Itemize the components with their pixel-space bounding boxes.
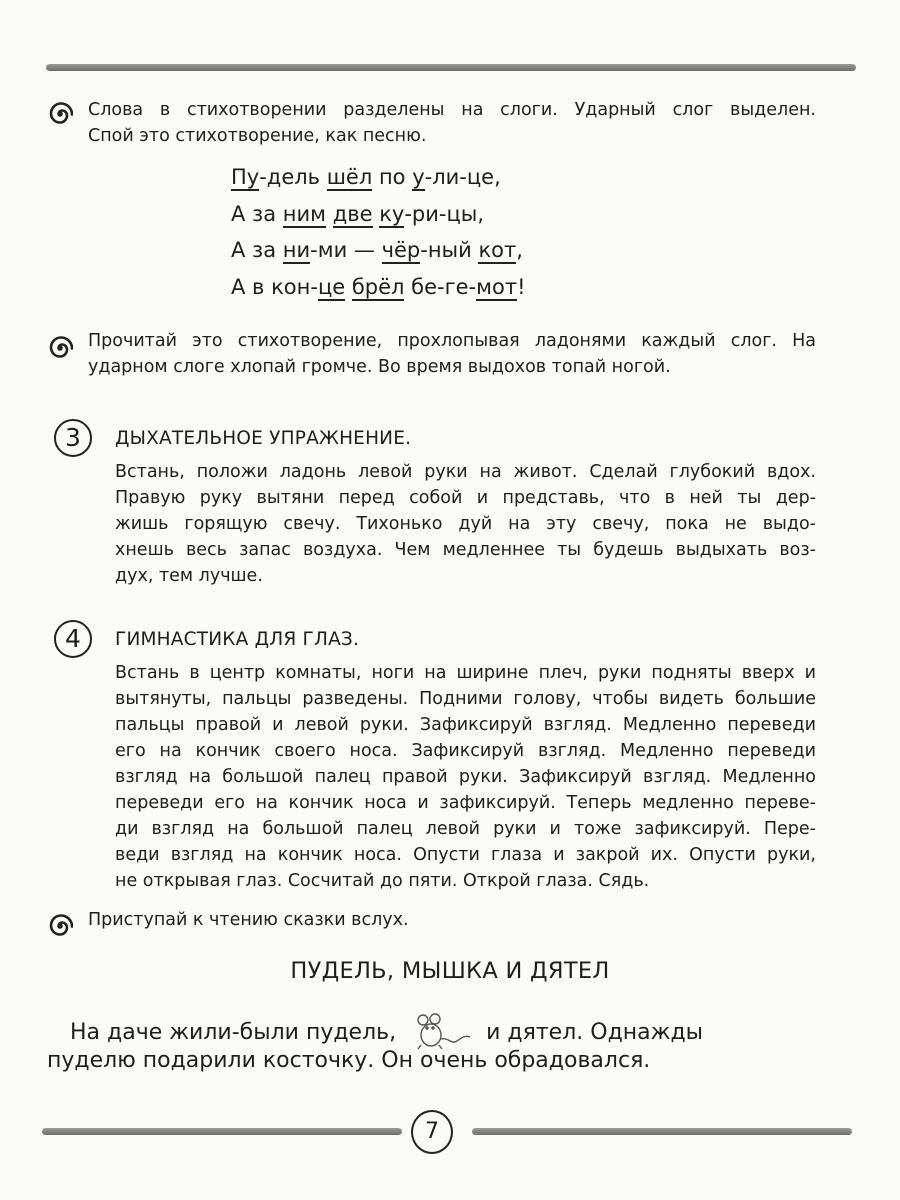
intro-paragraph-2: [88, 328, 816, 380]
stressed-syllable: кот: [478, 238, 517, 262]
syllable-text: -ри-цы,: [404, 201, 485, 226]
syllable-text: А в кон-: [231, 274, 318, 299]
syllable-text: бе-ге-: [404, 274, 477, 299]
paragraph-line: не открывая глаз. Сосчитай до пяти. Открой глаза. Сядь.: [115, 871, 650, 891]
intro-paragraph-1: [88, 97, 816, 149]
intro-paragraph-3: Приступай к чтению сказки вслух.: [88, 910, 409, 930]
syllable-text: [345, 275, 352, 299]
stressed-syllable: ни: [282, 238, 311, 262]
paragraph-line: Встань в центр комнаты, ноги на ширине плеч, руки подняты вверх и: [115, 663, 816, 683]
bottom-divider-right: [472, 1128, 852, 1135]
story-line-1-start: На даче жили-были пудель,: [70, 1020, 397, 1045]
mouse-icon: [409, 1011, 473, 1051]
story-line-2: пуделю подарили косточку. Он очень обрадовался.: [47, 1048, 651, 1073]
top-divider: [46, 64, 856, 71]
syllable-text: ,: [516, 238, 523, 262]
story-line-1-end: и дятел. Однажды: [486, 1020, 704, 1045]
syllable-text: А за: [231, 201, 283, 226]
syllable-text: [326, 202, 333, 226]
stressed-syllable: мот: [476, 274, 518, 299]
poem-line: [231, 275, 525, 312]
stressed-syllable: це: [317, 274, 346, 299]
syllable-text: -ли-це,: [424, 165, 501, 189]
stressed-syllable: ним: [282, 201, 326, 226]
spiral-icon: [47, 335, 73, 361]
stressed-syllable: ку: [379, 201, 405, 226]
syllable-text: -ми —: [310, 238, 382, 262]
paragraph-line: ди взгляд на большой палец левой руки и тоже зафиксируй. Пере-: [115, 819, 816, 839]
syllable-text: -ный: [420, 238, 479, 262]
story-title: ПУДЕЛЬ, МЫШКА И ДЯТЕЛ: [290, 958, 610, 984]
paragraph-line: дух, тем лучше.: [115, 566, 263, 586]
paragraph-line: Встань, положи ладонь левой руки на живот. Сделай глубокий вдох.: [115, 462, 816, 482]
intro-2-line-1: Прочитай это стихотворение, прохлопывая ладонями каждый слог. На: [88, 331, 816, 351]
story-line-1: [70, 1011, 703, 1051]
paragraph-line: жишь горящую свечу. Тихонько дуй на эту свечу, пока не выдо-: [115, 514, 816, 534]
syllable-text: -дель: [259, 165, 327, 189]
stressed-syllable: брёл: [351, 274, 405, 299]
paragraph-line: его на кончик своего носа. Зафиксируй взгляд. Медленно переведи: [115, 741, 816, 761]
poem-line: [231, 202, 525, 239]
bottom-divider-left: [42, 1128, 402, 1135]
poem: [231, 165, 525, 311]
paragraph-line: переведи его на кончик носа и зафиксируй. Теперь медленно переве-: [115, 793, 816, 813]
poem-line: [231, 165, 525, 202]
paragraph-line: пальцы правой и левой руки. Зафиксируй взгляд. Медленно переведи: [115, 715, 816, 735]
spiral-icon: [47, 101, 73, 127]
paragraph-line: вытянуты, пальцы разведены. Подними голову, чтобы видеть большие: [115, 689, 816, 709]
paragraph-line: хнешь весь запас воздуха. Чем медленнее ты будешь выдыхать воз-: [115, 540, 816, 560]
syllable-text: по: [372, 165, 413, 189]
intro-2-line-2: ударном слоге хлопай громче. Во время выдохов топай ногой.: [88, 357, 671, 377]
syllable-text: !: [517, 274, 526, 299]
exercise-4-text: [115, 660, 816, 894]
intro-1-line-2: Спой это стихотворение, как песню.: [88, 126, 427, 146]
exercise-4-title: ГИМНАСТИКА ДЛЯ ГЛАЗ.: [115, 629, 360, 650]
paragraph-line: Правую руку вытяни перед собой и представь, что в ней ты дер-: [115, 488, 816, 508]
exercise-3-text: [115, 459, 816, 589]
stressed-syllable: шёл: [326, 165, 373, 189]
intro-1-line-1: Слова в стихотворении разделены на слоги. Ударный слог выделен.: [88, 100, 816, 120]
paragraph-line: веди взгляд на кончик носа. Опусти глаза и закрой их. Опусти руки,: [115, 845, 816, 865]
syllable-text: А за: [231, 238, 283, 262]
stressed-syllable: две: [332, 201, 373, 226]
exercise-3-title: ДЫХАТЕЛЬНОЕ УПРАЖНЕНИЕ.: [115, 428, 412, 449]
page-number: 7: [411, 1110, 453, 1154]
stressed-syllable: у: [412, 165, 425, 189]
stressed-syllable: Пу: [231, 165, 260, 189]
spiral-icon: [47, 913, 73, 939]
stressed-syllable: чёр: [381, 238, 421, 262]
exercise-number-badge: 3: [54, 419, 92, 457]
exercise-number-badge: 4: [54, 620, 92, 658]
poem-line: [231, 238, 525, 275]
paragraph-line: взгляд на большой палец правой руки. Зафиксируй взгляд. Медленно: [115, 767, 816, 787]
